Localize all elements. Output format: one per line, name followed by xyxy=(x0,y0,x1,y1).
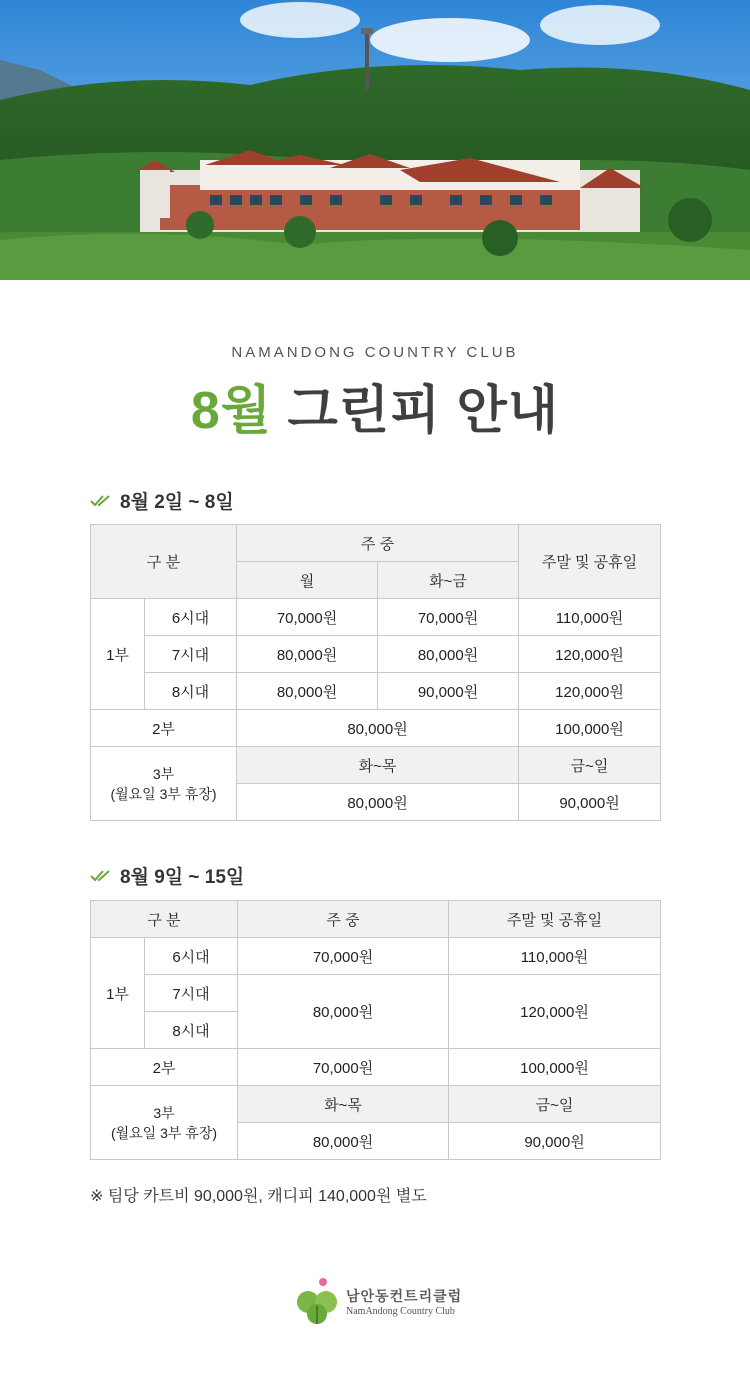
price-cell: 70,000원 xyxy=(237,599,378,636)
fee-note: ※ 팀당 카트비 90,000원, 캐디피 140,000원 별도 xyxy=(90,1188,427,1205)
time-label: 6시대 xyxy=(145,599,237,636)
price-cell: 80,000원 xyxy=(238,975,449,1049)
part2-label: 2부 xyxy=(91,710,237,747)
table-header-fri-sun: 금~일 xyxy=(449,1086,661,1123)
table-row xyxy=(91,636,661,673)
price-cell: 70,000원 xyxy=(238,1049,449,1086)
table-row xyxy=(91,975,661,1012)
price-cell: 110,000원 xyxy=(449,938,661,975)
table-header-weekday: 주 중 xyxy=(238,901,449,938)
table-header-mon: 월 xyxy=(237,562,378,599)
time-label: 6시대 xyxy=(145,938,238,975)
part1-label: 1부 xyxy=(91,599,145,710)
table-header-category: 구 분 xyxy=(91,525,237,599)
price-cell: 90,000원 xyxy=(449,1123,661,1160)
part3-label xyxy=(91,1086,238,1160)
time-label: 8시대 xyxy=(145,1012,238,1049)
price-cell: 100,000원 xyxy=(519,710,661,747)
price-cell: 100,000원 xyxy=(449,1049,661,1086)
price-cell: 80,000원 xyxy=(237,673,378,710)
double-check-icon xyxy=(90,494,112,508)
part3-title: 3부 xyxy=(153,1104,175,1121)
time-label: 8시대 xyxy=(145,673,237,710)
table-header-fri-sun: 금~일 xyxy=(519,747,661,784)
time-label: 7시대 xyxy=(145,975,238,1012)
price-cell: 90,000원 xyxy=(519,784,661,821)
price-cell: 80,000원 xyxy=(237,784,519,821)
section-1-heading xyxy=(90,487,234,514)
hero-photo xyxy=(0,0,750,280)
time-label: 7시대 xyxy=(145,636,237,673)
part1-label: 1부 xyxy=(91,938,145,1049)
price-cell: 70,000원 xyxy=(238,938,449,975)
section-2-heading-text: 8월 9일 ~ 15일 xyxy=(120,867,245,888)
page-title xyxy=(0,368,750,443)
clover-logo-icon xyxy=(294,1276,340,1326)
table-row xyxy=(91,673,661,710)
table-header-tue-fri: 화~금 xyxy=(378,562,519,599)
table-row xyxy=(91,710,661,747)
price-table-2 xyxy=(90,900,661,1160)
price-cell: 110,000원 xyxy=(519,599,661,636)
section-2-heading xyxy=(90,862,244,889)
double-check-icon xyxy=(90,869,112,883)
title-accent: 8월 xyxy=(190,382,273,440)
logo-name-en: NamAndong Country Club xyxy=(346,1305,455,1317)
price-cell: 80,000원 xyxy=(237,710,519,747)
price-cell: 80,000원 xyxy=(237,636,378,673)
price-cell: 70,000원 xyxy=(378,599,519,636)
price-cell: 120,000원 xyxy=(519,673,661,710)
table-header-weekday: 주 중 xyxy=(237,525,519,562)
part3-label xyxy=(91,747,237,821)
price-cell: 80,000원 xyxy=(238,1123,449,1160)
part2-label: 2부 xyxy=(91,1049,238,1086)
price-table-1 xyxy=(90,524,661,821)
section-1-heading-text: 8월 2일 ~ 8일 xyxy=(120,492,234,513)
table-header-tue-thu: 화~목 xyxy=(238,1086,449,1123)
club-logo xyxy=(294,1276,462,1326)
table-header-weekend: 주말 및 공휴일 xyxy=(519,525,661,599)
table-header-category: 구 분 xyxy=(91,901,238,938)
table-row xyxy=(91,599,661,636)
part3-note: (월요일 3부 휴장) xyxy=(110,1124,218,1141)
part3-note: (월요일 3부 휴장) xyxy=(110,785,217,802)
title-rest: 그린피 안내 xyxy=(272,382,560,440)
table-row xyxy=(91,1049,661,1086)
part3-title: 3부 xyxy=(152,765,175,782)
price-cell: 120,000원 xyxy=(519,636,661,673)
logo-name-ko: 남안동컨트리클럽 xyxy=(346,1287,463,1304)
price-cell: 120,000원 xyxy=(449,975,661,1049)
table-row xyxy=(91,938,661,975)
table-header-tue-thu: 화~목 xyxy=(237,747,519,784)
club-subtitle: NAMANDONG COUNTRY CLUB xyxy=(231,344,519,361)
price-cell: 90,000원 xyxy=(378,673,519,710)
price-cell: 80,000원 xyxy=(378,636,519,673)
table-header-weekend: 주말 및 공휴일 xyxy=(449,901,661,938)
